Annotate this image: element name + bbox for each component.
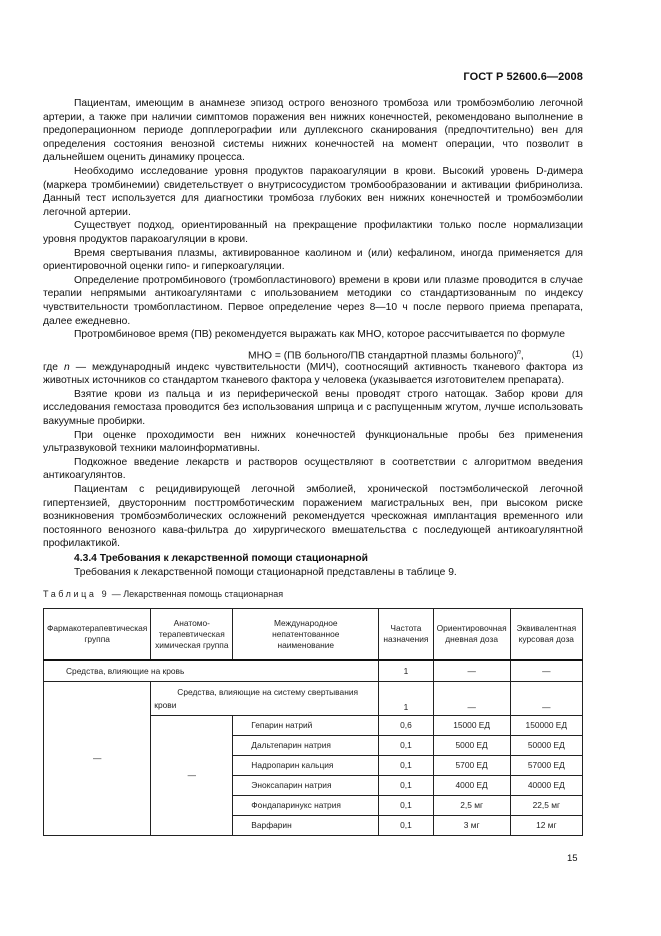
paragraph: Необходимо исследование уровня продуктов паракоагуляции в крови. Высокий уровень D-димера (маркера тромбинемии) свидетельствует о внутрисосудистом тромбообразовании и активации фибринолиза. Данный тест используется для диагностики тромбоза глубоких вен нижних конечностей и тромбоэмболии легочной артерии. [43,165,583,218]
paragraph: Подкожное введение лекарств и растворов осуществляют в соответствии с алгоритмом введения антикоагулянтов. [43,456,583,482]
table-row: Средства, влияющие на кровь 1 — — [44,660,583,681]
drug-name: Гепарин натрий [233,715,379,735]
drug-table [43,608,583,836]
paragraph: Протромбиновое время (ПВ) рекомендуется выражать как МНО, которое рассчитывается по формуле [74,329,565,341]
paragraph: Существует подход, ориентированный на прекращение профилактики только после нормализации уровня продуктов паракоагуляции в крови. [43,220,583,245]
table-row: Надропарин кальция 0,1 5700 ЕД 57000 ЕД [44,755,583,775]
drug-name: Дальтепарин натрия [233,735,379,755]
table-row: Эноксапарин натрия 0,1 4000 ЕД 40000 ЕД [44,775,583,795]
drug-name: Эноксапарин натрия [233,775,379,795]
group-label: Средства, влияющие на кровь [44,660,379,681]
paragraph: Пациентам с рецидивирующей легочной эмболией, хронической постэмболической легочной гипертензией, двусторонним посттромботическим поражением магистральных вен, при высоком риске возникновения тромбоэмболических осложнений рекомендуется чрескожная имплантация временного или постоянного венозного кава-фильтра до хирургического вмешательства с последующей антикоагулянтной профилактикой. [43,484,583,550]
drug-name: Варфарин [233,815,379,835]
paragraph: При оценке проходимости вен нижних конечностей функциональные пробы без применения ультразвуковой техники малоинформативны. [43,429,583,455]
formula-legend: где n — международный индекс чувствительности (МИЧ), соотносящий активность тканевого фактора из животных источников со стандартом тканевого фактора у человека (указывается изготовителем препарата). [43,361,583,387]
drug-name: Надропарин кальция [233,755,379,775]
table-row: — Гепарин натрий 0,6 15000 ЕД 150000 ЕД [44,715,583,735]
column-header: Ориентировочная дневная доза [433,609,510,661]
paragraph: Время свертывания плазмы, активированное каолином и (или) кефалином, иногда применяется для ориентировочной оценки гипо- и гиперкоагуляции. [43,247,583,273]
column-header: Частота назначения [379,609,433,661]
column-header: Международное непатентованное наименование [233,609,379,661]
table-caption: Таблица 9 — Лекарственная помощь стационарная [43,589,284,599]
document-header: ГОСТ Р 52600.6—2008 [463,71,583,83]
column-header: Эквивалентная курсовая доза [510,609,582,661]
table-row: — Средства, влияющие на систему свертывания крови 1 — — [44,681,583,715]
drug-name: Фондапаринукс натрия [233,795,379,815]
formula-expression: МНО = (ПВ больного/ПВ стандартной плазмы больного)$^n$, [248,348,524,362]
table-row: Фондапаринукс натрия 0,1 2,5 мг 22,5 мг [44,795,583,815]
subgroup-label: Средства, влияющие на систему свертывания крови [151,681,379,715]
formula [43,345,583,361]
paragraph: Определение протромбинового (тромбопластинового) времени в крови или плазме проводится в случае терапии непрямыми антикоагулянтами с ипользованием методики со стандартизованным по индексу чувствительности тромбопластином. Первое определение через 8—10 ч после первого приема препарата, далее ежедневно. [43,274,583,327]
pharm-group-dash: — [44,681,151,835]
table-header-row [44,609,583,661]
column-header: Анатомо-терапевтическая химическая группа [151,609,233,661]
table-row: Варфарин 0,1 3 мг 12 мг [44,815,583,835]
table-row: Дальтепарин натрия 0,1 5000 ЕД 50000 ЕД [44,735,583,755]
column-header: Фармакотерапевтическая группа [44,609,151,661]
page-number: 15 [567,853,578,864]
section-heading: 4.3.4 Требования к лекарственной помощи стационарной [74,553,368,564]
legend-text: международный индекс чувствительности (МИЧ), соотносящий активность тканевого фактора из животных источников со стандартом тканевого фактора у человека (указывается изготовителем препарата). [43,361,583,387]
section-intro: Требования к лекарственной помощи стационарной представлены в таблице 9. [74,566,457,578]
atc-group-dash: — [151,715,233,835]
body-text [43,97,583,579]
paragraph: Взятие крови из пальца и из периферической вены проводят строго натощак. Забор крови для исследования гемостаза проводится без использования шприца и с распущенным жгутом, лучше использовать вакуумные пробирки. [43,388,583,428]
formula-number: (1) [572,348,583,359]
paragraph: Пациентам, имеющим в анамнезе эпизод острого венозного тромбоза или тромбоэмболию легочной артерии, а также при наличии симптомов поражения вен нижних конечностей, рекомендовано выполнение в предоперационном периоде допплерографии или дуплексного сканирования (предпочтительно) вен для определения состояния венозной системы нижних конечностей на момент операции, что позволит в дальнейшем оценить динамику процесса. [43,98,583,164]
